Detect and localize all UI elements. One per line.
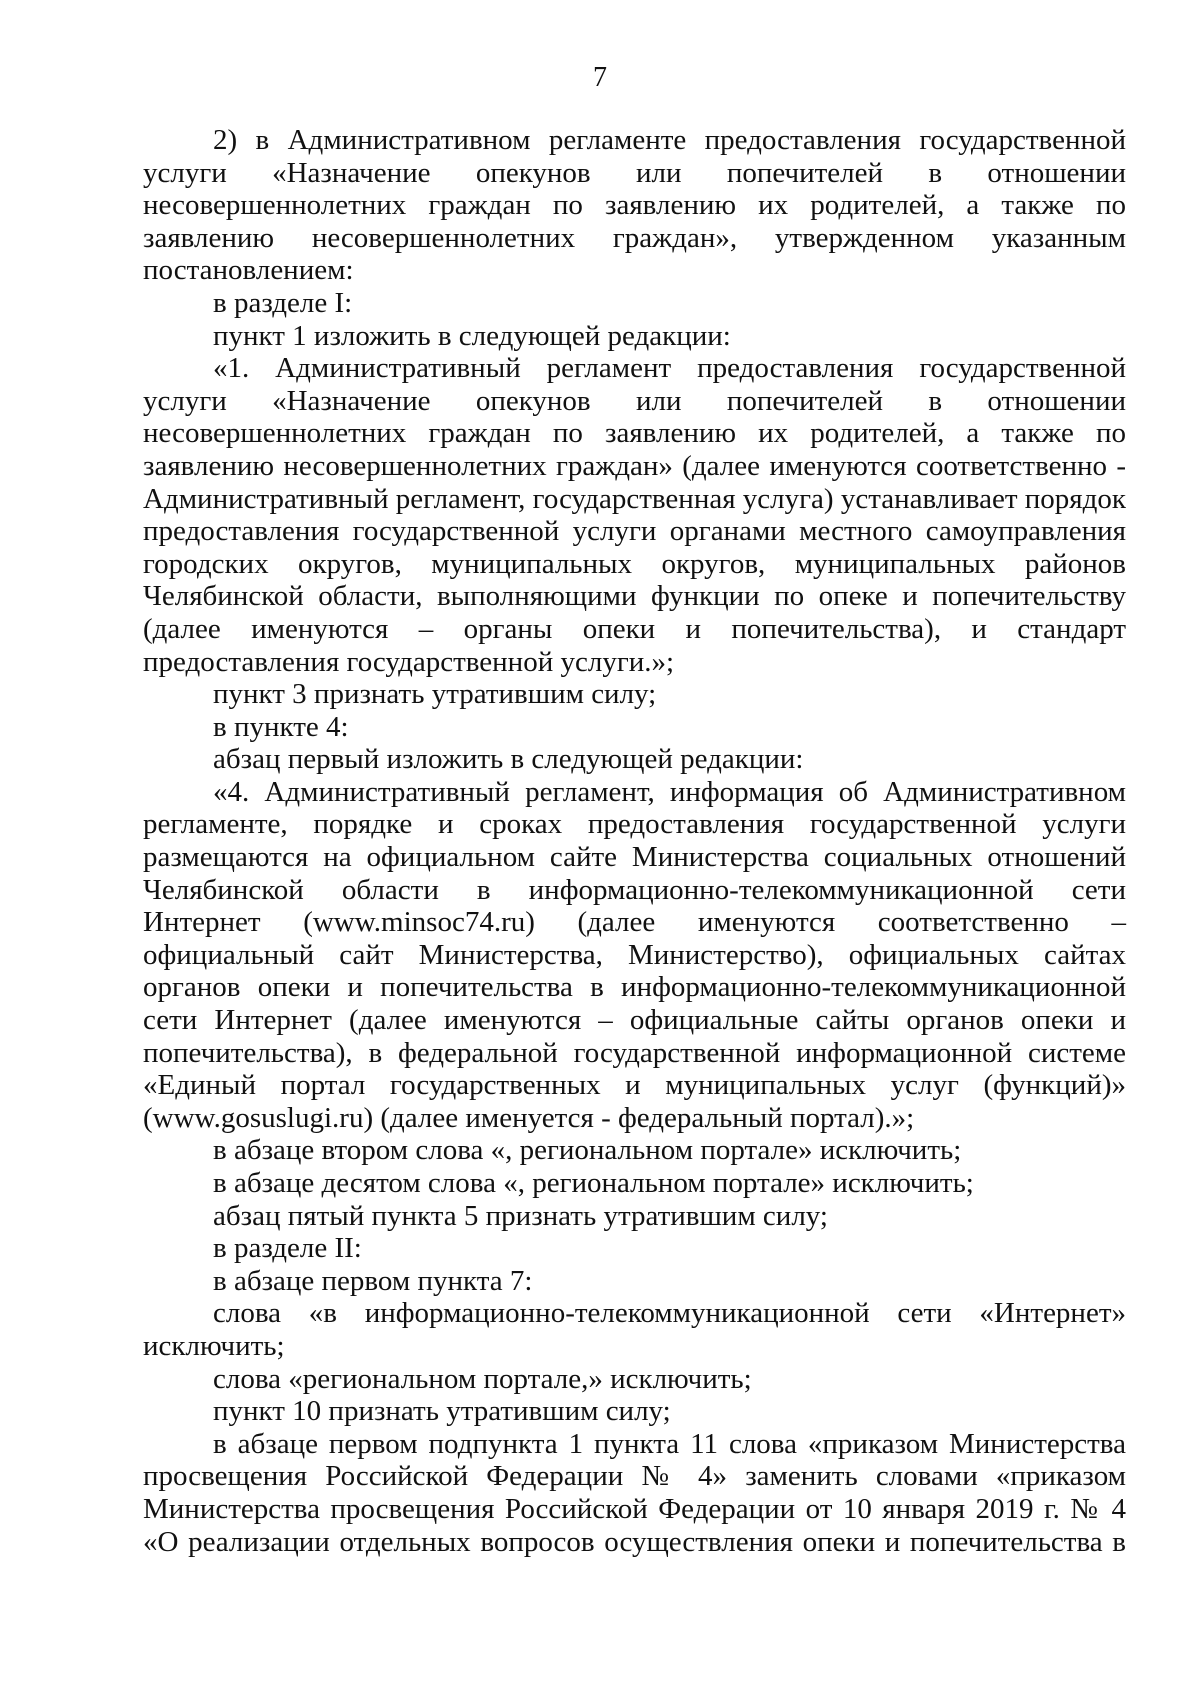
paragraph-point-3: пункт 3 признать утратившим силу; <box>213 678 657 711</box>
paragraph-point-11: в абзаце первом подпункта 1 пункта 11 слова «приказом Министерства просвещения Российской Федерации № 4» заменить словами «приказом Министерства просвещения Российской Федерации от 10 января 2019 г. № 4 «О реализации отдельных вопросов осуществления опеки и попечительства в <box>143 1427 1126 1558</box>
paragraph-point-5: абзац пятый пункта 5 признать утратившим силу; <box>213 1199 828 1232</box>
paragraph-point-4-instruction: абзац первый изложить в следующей редакции: <box>213 743 804 776</box>
paragraph-point-10: пункт 10 признать утратившим силу; <box>213 1395 671 1428</box>
page-number: 7 <box>593 62 607 93</box>
paragraph-abzac-10: в абзаце десятом слова «, региональном портале» исключить; <box>213 1167 974 1199</box>
paragraph-point-1-instruction: пункт 1 изложить в следующей редакции: <box>213 319 731 352</box>
paragraph-point-4-text: «4. Административный регламент, информация об Административном регламенте, порядке и сроках предоставления государственной услуги размещаются на официальном сайте Министерства социальных отношений Челябинской области в информационно-телекоммуникационной сети Интернет (www.minsoc74.ru) (далее именуются соответственно – официальный сайт Министерства, Министерство), официальных сайтах органов опеки и попечительства в информационно-телекоммуникационной сети Интернет (далее именуются – официальные сайты органов опеки и попечительства), в федеральной государственной информационной системе «Единый портал государственных и муниципальных услуг (функций)» (www.gosuslugi.ru) (далее именуется - федеральный портал).»; <box>143 775 1126 1134</box>
paragraph-section-1: в разделе I: <box>213 286 353 319</box>
paragraph-section-2: в разделе II: <box>213 1232 362 1265</box>
document-body <box>143 124 1126 1558</box>
paragraph-point-4: в пункте 4: <box>213 710 349 743</box>
paragraph-point-1-text: «1. Административный регламент предоставления государственной услуги «Назначение опекунов или попечителей в отношении несовершеннолетних граждан по заявлению их родителей, а также по заявлению несовершеннолетних граждан» (далее именуются соответственно - Административный регламент, государственная услуга) устанавливает порядок предоставления государственной услуги органами местного самоуправления городских округов, муниципальных округов, муниципальных районов Челябинской области, выполняющими функции по опеке и попечительству (далее именуются – органы опеки и попечительства), и стандарт предоставления государственной услуги.»; <box>143 352 1126 678</box>
paragraph-point-7-words-internet: слова «в информационно-телекоммуникационной сети «Интернет» исключить; <box>143 1297 1126 1362</box>
paragraph-amendment-2: 2) в Административном регламенте предоставления государственной услуги «Назначение опекунов или попечителей в отношении несовершеннолетних граждан по заявлению их родителей, а также по заявлению несовершеннолетних граждан», утвержденном указанным постановлением: <box>143 124 1126 287</box>
paragraph-abzac-2: в абзаце втором слова «, региональном портале» исключить; <box>213 1134 962 1167</box>
paragraph-point-7-words-portal: слова «региональном портале,» исключить; <box>213 1362 752 1395</box>
paragraph-point-7: в абзаце первом пункта 7: <box>213 1264 533 1297</box>
